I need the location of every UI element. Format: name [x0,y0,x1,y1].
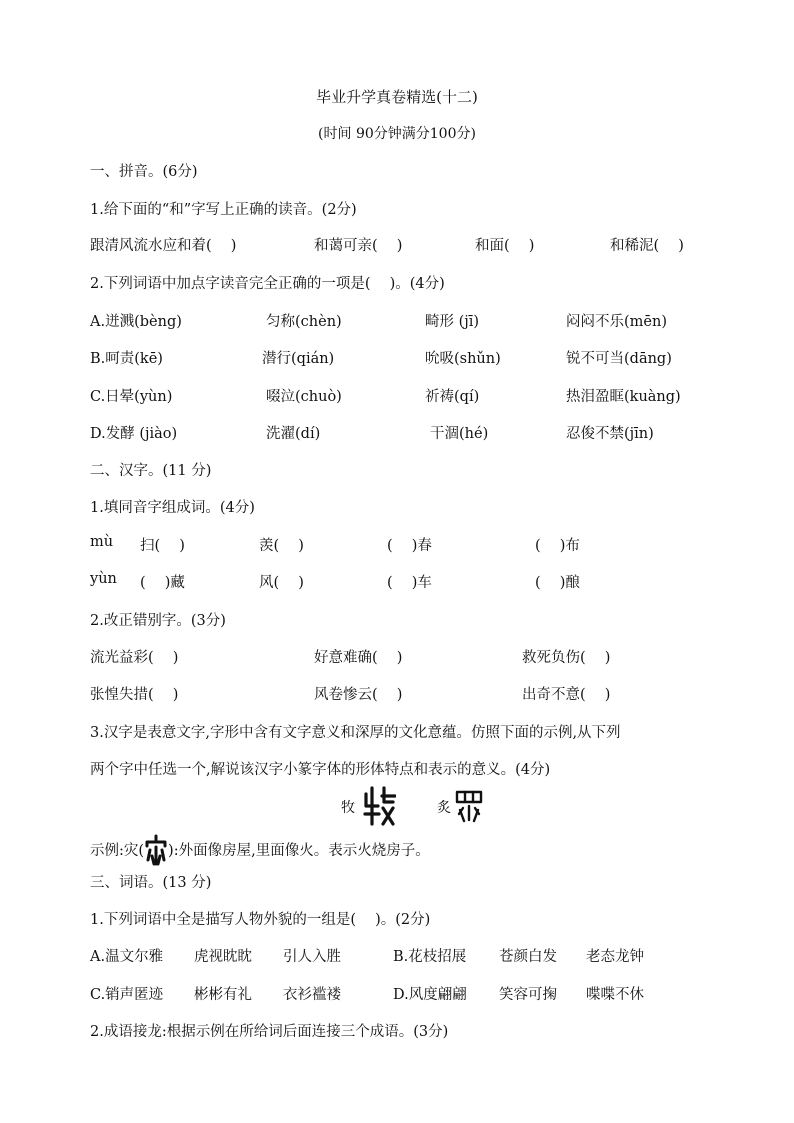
s2-q3-text-line2: 两个字中任选一个,解说该汉字小篆字体的形体特点和表示的意义。(4分) [90,762,551,778]
correction-word: 救死负伤( ) [522,650,611,666]
option-word: 畸形 (jī) [425,314,480,330]
idiom: B.花枝招展 [393,949,467,965]
s3-q1-row [0,945,794,967]
option-word: 吮吸(shǔn) [425,351,501,367]
option-word: 啜泣(chuò) [266,389,342,405]
s2-q1-text: 1.填同音字组成词。(4分) [90,500,255,516]
s3-q2-text: 2.成语接龙:根据示例在所给词后面连接三个成语。(3分) [90,1024,449,1040]
option-word: 祈祷(qí) [425,389,480,405]
s1-q1-items [0,234,794,256]
s1-q1-item: 和稀泥( ) [610,238,684,254]
s2-q2-row [0,646,794,668]
s3-q1-row [0,983,794,1005]
option-word: A.迸溅(bèng) [90,314,182,330]
s1-q1-item: 跟清风流水应和着( ) [90,238,237,254]
example-suffix: ):外面像房屋,里面像火。表示火烧房子。 [168,843,430,859]
section-3-heading: 三、词语。(13 分) [90,875,212,891]
seal-char-zai-icon [144,834,168,868]
option-word: 洗濯(dí) [266,426,321,442]
option-word: 闷闷不乐(mēn) [566,314,667,330]
option-word: 干涸(hé) [430,426,489,442]
s2-q2-row [0,683,794,705]
option-word: C.日晕(yùn) [90,389,173,405]
page-subtitle: (时间 90分钟满分100分) [318,126,476,142]
idiom: 笑容可掬 [499,987,557,1003]
correction-word: 流光益彩( ) [90,650,179,666]
pinyin-label: yùn [90,571,117,587]
blank-word: ( )酿 [535,575,580,591]
idiom: 苍颜白发 [499,949,557,965]
s1-q1-text: 1.给下面的“和”字写上正确的读音。(2分) [90,202,357,218]
s1-q1-item: 和蔼可亲( ) [314,238,403,254]
pinyin-label: mù [90,534,114,550]
idiom: 衣衫褴褛 [283,987,341,1003]
correction-word: 张惶失措( ) [90,687,179,703]
blank-word: ( )春 [387,538,432,554]
option-word: 热泪盈眶(kuàng) [566,389,681,405]
s2-q1-row [0,534,794,556]
blank-word: 扫( ) [140,538,185,554]
section-2-heading: 二、汉字。(11 分) [90,463,212,479]
option-word: 匀称(chèn) [266,314,342,330]
example-prefix: 示例:灾( [90,843,145,859]
idiom: 彬彬有礼 [194,987,252,1003]
s2-q3-example [90,834,430,868]
s2-q3-text-line1: 3.汉字是表意文字,字形中含有文字意义和深厚的文化意蕴。仿照下面的示例,从下列 [90,725,621,741]
seal-char-mu-icon [362,784,396,832]
blank-word: 风( ) [259,575,304,591]
option-word: 忍俊不禁(jīn) [566,426,654,442]
s2-q1-row [0,571,794,593]
blank-word: ( )布 [535,538,580,554]
s1-q1-item: 和面( ) [475,238,535,254]
s1-q2-option-row [0,347,794,369]
correction-word: 好意难确( ) [314,650,403,666]
idiom: 虎视眈眈 [194,949,252,965]
idiom: 老态龙钟 [586,949,644,965]
s2-q2-text: 2.改正错别字。(3分) [90,613,226,629]
blank-word: 羡( ) [259,538,304,554]
option-word: 锐不可当(dāng) [566,351,672,367]
idiom: C.销声匿迹 [90,987,164,1003]
seal-char-zhi-icon [454,788,484,828]
s1-q2-option-row [0,385,794,407]
s1-q2-text: 2.下列词语中加点字读音完全正确的一项是( )。(4分) [90,276,445,292]
option-word: 潜行(qián) [262,351,335,367]
blank-word: ( )藏 [140,575,185,591]
idiom: A.温文尔雅 [90,949,164,965]
idiom: D.风度翩翩 [393,987,467,1003]
s3-q1-text: 1.下列词语中全是描写人物外貌的一组是( )。(2分) [90,912,431,928]
section-1-heading: 一、拼音。(6分) [90,164,198,180]
s1-q2-option-row [0,310,794,332]
char-label-mu: 牧 [341,800,355,816]
blank-word: ( )车 [387,575,432,591]
page-title: 毕业升学真卷精选(十二) [316,88,478,106]
correction-word: 风卷惨云( ) [314,687,403,703]
idiom: 喋喋不休 [586,987,644,1003]
option-word: B.呵责(kē) [90,351,163,367]
char-label-zhi: 炙 [437,800,451,816]
s1-q2-option-row [0,422,794,444]
correction-word: 出奇不意( ) [522,687,611,703]
option-word: D.发酵 (jiào) [90,426,178,442]
idiom: 引人入胜 [283,949,341,965]
